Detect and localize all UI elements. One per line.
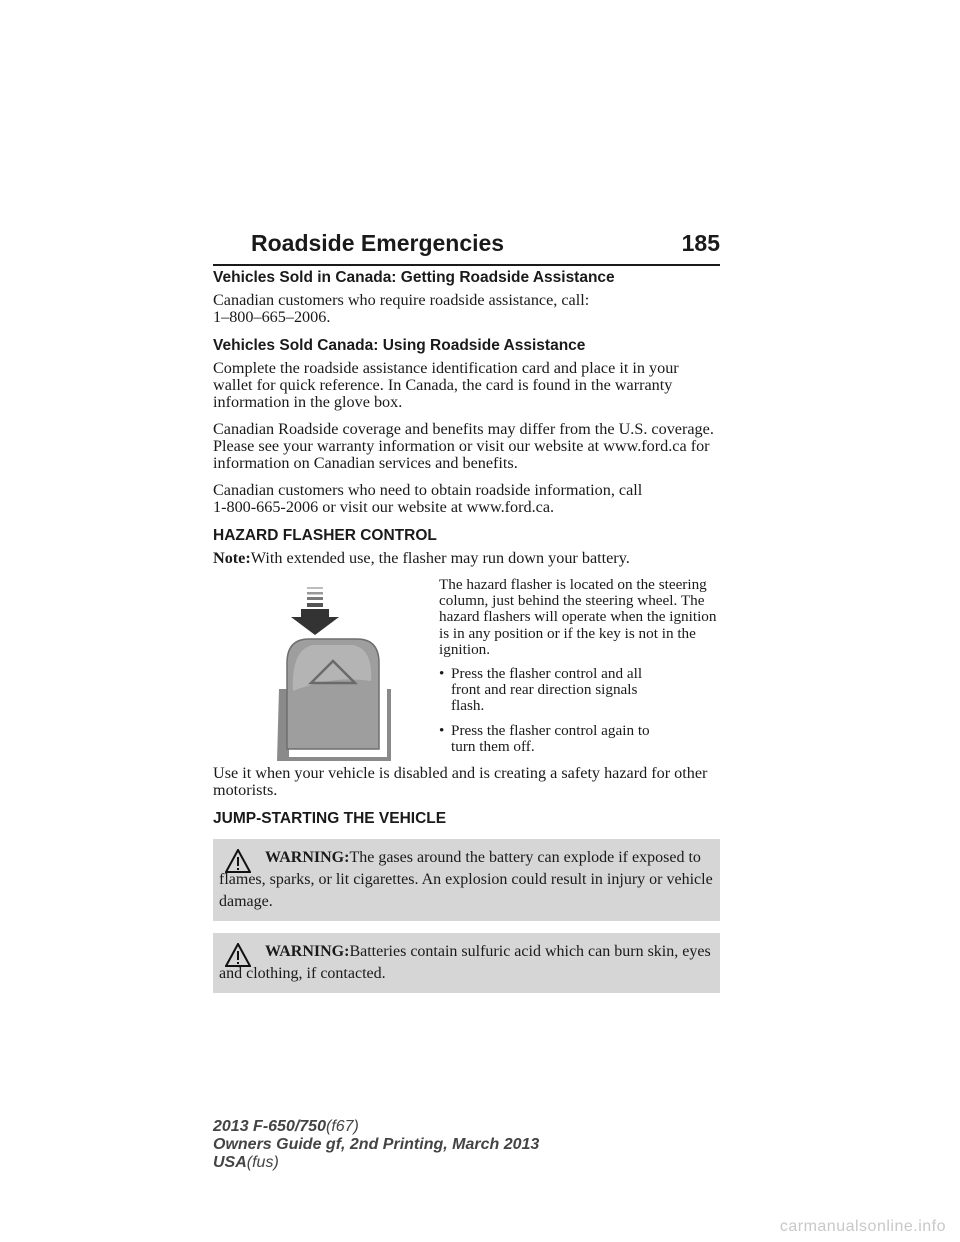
heading-jump-start: JUMP-STARTING THE VEHICLE	[213, 810, 447, 827]
bullet-text: Press the flasher control and all front and rear direction signals flash.	[451, 665, 643, 715]
hazard-note	[213, 550, 720, 567]
warning-box	[213, 839, 720, 921]
list-item	[439, 666, 724, 715]
note-text: With extended use, the flasher may run down your battery.	[250, 549, 630, 567]
warning-box	[213, 933, 720, 993]
footer-guide-line: Owners Guide gf, 2nd Printing, March 2013	[213, 1136, 540, 1153]
hazard-flasher-button-icon	[273, 581, 393, 761]
footer-region: USA	[213, 1154, 247, 1171]
heading-canada-using: Vehicles Sold Canada: Using Roadside Assistance	[213, 337, 586, 354]
page-content	[213, 268, 720, 1005]
warning-label: WARNING:	[265, 849, 350, 866]
footer-model-line	[213, 1118, 713, 1136]
hazard-description	[439, 577, 724, 763]
list-item	[439, 723, 724, 755]
warning-body: Batteries contain sulfuric acid which can burn skin, eyes and clothing, if contacted.	[219, 943, 711, 982]
heading-canada-getting: Vehicles Sold in Canada: Getting Roadside Assistance	[213, 269, 615, 286]
footer-model-code: (f67)	[325, 1118, 359, 1135]
bullet-icon: •	[439, 665, 445, 683]
paragraph-card: Complete the roadside assistance identification card and place it in your wallet for quick reference. In Canada, the card is found in the warranty information in the glove box.	[213, 359, 679, 411]
warning-body: The gases around the battery can explode if exposed to flames, sparks, or lit cigarettes. An explosion could result in injury or vehicle damage.	[219, 849, 713, 910]
section-title: Roadside Emergencies	[251, 230, 505, 256]
paragraph-coverage: Canadian Roadside coverage and benefits may differ from the U.S. coverage. Please see your warranty information or visit our website at www.ford.ca for information on Canadian services and benefits.	[213, 420, 714, 472]
bullet-icon: •	[439, 721, 445, 739]
paragraph-canada-call: Canadian customers who require roadside assistance, call: 1–800–665–2006.	[213, 291, 590, 326]
page-footer	[213, 1118, 713, 1172]
warning-triangle-icon	[225, 943, 251, 967]
paragraph-info: Canadian customers who need to obtain roadside information, call 1-800-665-2006 or visit our website at www.ford.ca.	[213, 481, 643, 516]
heading-hazard: HAZARD FLASHER CONTROL	[213, 527, 437, 544]
hazard-location-text: The hazard flasher is located on the steering column, just behind the steering wheel. The hazard flashers will operate when the ignition is in any position or if the key is not in the ignition.	[439, 576, 717, 658]
warning-triangle-icon	[225, 849, 251, 873]
footer-region-code: (fus)	[246, 1154, 279, 1171]
page-number: 185	[681, 230, 720, 256]
paragraph-hazard-use: Use it when your vehicle is disabled and is creating a safety hazard for other motorists.	[213, 764, 708, 799]
warning-label: WARNING:	[265, 943, 350, 960]
warning-text	[219, 941, 714, 985]
warning-text	[219, 847, 714, 913]
watermark: carmanualsonline.info	[779, 1218, 946, 1235]
footer-region-line	[213, 1154, 713, 1172]
note-label: Note:	[213, 549, 251, 567]
bullet-text: Press the flasher control again to turn them off.	[451, 721, 650, 755]
page-header	[213, 228, 720, 266]
footer-model: 2013 F-650/750	[213, 1118, 326, 1135]
hazard-block	[213, 577, 720, 765]
